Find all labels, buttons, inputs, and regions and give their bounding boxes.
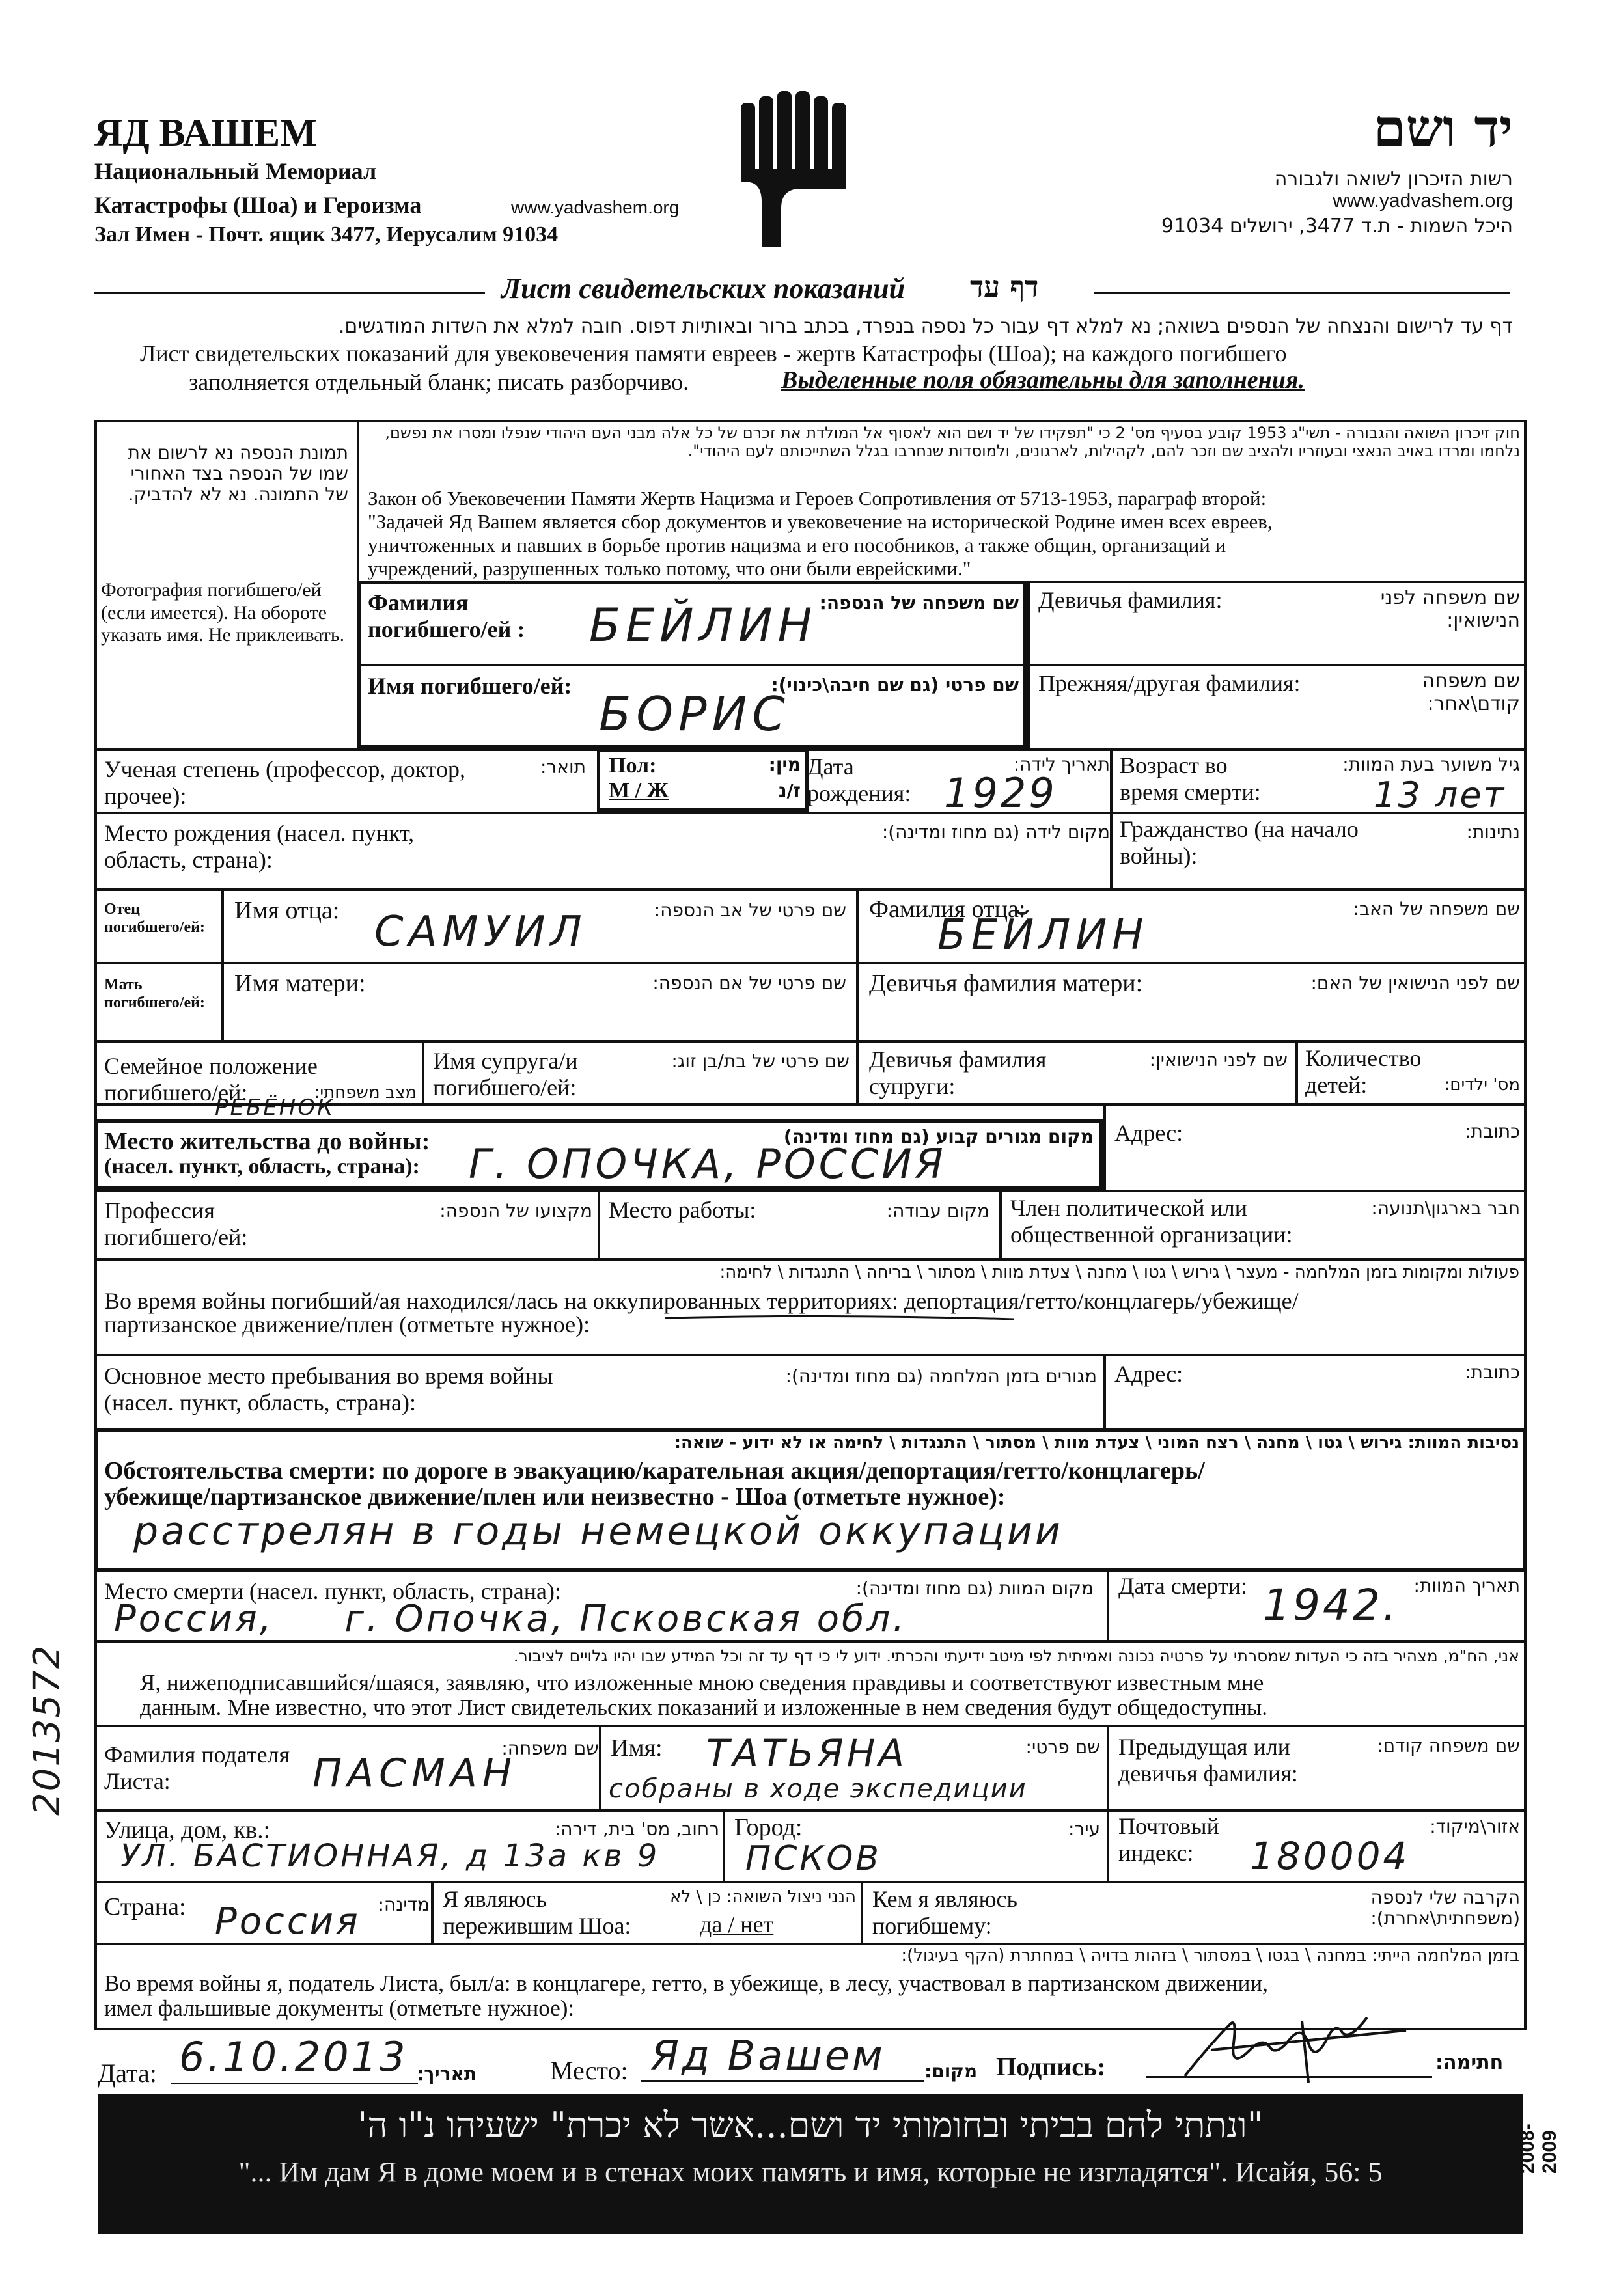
divider-member	[999, 1190, 1002, 1258]
declaration-ru-2: данным. Мне известно, что этот Лист свидетельских показаний и изложенные в нем сведения будут общедоступны.	[140, 1695, 1267, 1720]
divider-father	[856, 888, 859, 1103]
date-label-he: תאריך:	[417, 2063, 477, 2084]
rule-2650	[94, 1725, 1527, 1727]
mother-name-label: Имя матери:	[234, 970, 366, 997]
children-label: Количество детей:	[1305, 1045, 1422, 1099]
war-address-label-he: כתובת:	[1465, 1361, 1520, 1383]
death-place-label: Место смерти (насел. пункт, область, страна):	[104, 1578, 561, 1604]
margin-number: 2013572	[26, 1644, 68, 1816]
divider-relation	[861, 1881, 863, 1943]
rule-2780	[94, 1809, 1527, 1812]
date-value[interactable]: 6.10.2013	[179, 2033, 408, 2081]
prev-surname-label-he: שם משפחה קודם:	[1377, 1735, 1520, 1756]
workplace-label-he: מקום עבודה:	[886, 1200, 989, 1222]
mother-maiden-label-he: שם לפני הנישואין של האם:	[1310, 972, 1520, 994]
divider-city	[723, 1809, 725, 1881]
street-label: Улица, дом, кв.:	[104, 1816, 271, 1844]
date-line	[171, 2083, 418, 2084]
website-left: www.yadvashem.org	[511, 197, 680, 217]
mother-maiden-label: Девичья фамилия матери:	[869, 970, 1143, 997]
address-label: Адрес:	[1114, 1120, 1183, 1146]
divider-prev-surname	[1107, 1725, 1109, 1809]
survivor-options[interactable]: да / нет	[700, 1911, 774, 1937]
prev-surname-label: Предыдущая или девичья фамилия:	[1118, 1734, 1298, 1787]
war-address-label: Адрес:	[1114, 1361, 1183, 1387]
law-he: חוק זיכרון השואה והגבורה - תשי"ג 1953 קובע בסעיף מס' 2 כי "תפקידו של יד ושם הוא לאסוף אל המולדת את זכרם של כל אלה מבני העם היהודי שנפלו ומסרו את נפשם, נלחמו ומרדו באויב הנאצי ובעוזריו ולהציב שם וזכר להם, לקהילות, לארגונים, ולמוסדות שנחרבו בגלל השתייכותם לעם היהודי".	[385, 424, 1520, 460]
mother-name-label-he: שם פרטי של אם הנספה:	[652, 972, 846, 994]
spouse-label: Имя супруга/и погибшего/ей:	[433, 1048, 578, 1101]
address-label-he: כתובת:	[1465, 1121, 1520, 1142]
he-title: יד ושם	[1373, 98, 1513, 159]
death-date-label-he: תאריך המוות:	[1413, 1575, 1520, 1596]
divider-submitter-name	[599, 1725, 602, 1809]
intro-he: דף עד לרישום והנצחה של הנספים בשואה; נא למלא דף עבור כל נספה בנפרד, בכתב ברור ובאותיות דפוס. חובה למלא את השדות המודגשים.	[338, 315, 1513, 338]
spouse-label-he: שם פרטי של בת/בן זוג:	[671, 1050, 850, 1072]
law-ru-2: "Задачей Яд Вашем является сбор документов и увековечение на исторической Родине имен всех евреев,	[368, 510, 1273, 533]
death-place-label-he: מקום המוות (גם מחוז ומדינה):	[855, 1578, 1094, 1599]
ru-subtitle-2: Катастрофы (Шоа) и Героизма	[94, 192, 422, 218]
age-label: Возраст во время смерти:	[1120, 752, 1261, 806]
profession-label: Профессия погибшего/ей:	[104, 1197, 248, 1251]
country-label-he: מדינה:	[378, 1894, 430, 1915]
street-value[interactable]: УЛ. БАСТИОННАЯ, д 13а кв 9	[120, 1838, 660, 1874]
he-subtitle-3: היכל השמות - ת.ד 3477, ירושלים 91034	[1161, 215, 1513, 238]
divider-age	[1110, 748, 1113, 812]
photo-he: תמונת הנספה נא לרשום את שמו של הנספה בצד האחורי של התמונה. נא לא להדביק.	[128, 442, 348, 506]
marital-label: Семейное положение погибшего/ей:	[104, 1053, 318, 1106]
rule-2985	[94, 1943, 1527, 1945]
death-date-value[interactable]: 1942.	[1263, 1580, 1399, 1630]
father-surname-label: Фамилия отца:	[869, 895, 1026, 923]
city-label: Город:	[734, 1814, 803, 1841]
form-title-he: דף עד	[970, 271, 1039, 304]
sex-label-he: מין:	[768, 754, 801, 775]
submitter-name-label: Имя:	[611, 1734, 663, 1762]
spouse-maiden-label: Девичья фамилия супруги:	[869, 1046, 1047, 1100]
country-label: Страна:	[104, 1893, 186, 1920]
ru-subtitle-3: Зал Имен - Почт. ящик 3477, Иерусалим 91034	[94, 223, 559, 247]
zip-label-he: אזור\מיקוד:	[1430, 1816, 1520, 1837]
spouse-maiden-label-he: שם לפני הנישואין:	[1149, 1049, 1288, 1071]
rule-1598	[94, 1040, 1527, 1043]
submitter-name-label-he: שם פרטי:	[1025, 1736, 1100, 1758]
father-side-label: Отец погибшего/ей:	[104, 901, 205, 936]
surname-value[interactable]: БЕЙЛИН	[589, 599, 818, 652]
place-label: Место:	[550, 2056, 628, 2085]
website-right: www.yadvashem.org	[1333, 190, 1513, 212]
citizenship-label-he: נתינות:	[1466, 821, 1520, 843]
law-ru-3: уничтоженных и павших в борьбе против нацизма и его пособников, а также общин, организаций и	[368, 534, 1226, 556]
submitter-surname-value[interactable]: ПАСМАН	[312, 1751, 517, 1796]
rule-1933	[94, 1258, 1527, 1261]
submitter-name-value[interactable]: ТАТЬЯНА	[706, 1731, 907, 1775]
dob-value[interactable]: 1929	[944, 769, 1057, 817]
rule-1247	[94, 812, 1527, 814]
rule-2890	[94, 1881, 1527, 1883]
photo-ru: Фотография погибшего/ей (если имеется). На обороте указать имя. Не приклеивать.	[101, 579, 345, 646]
submitter-name-note: собраны в ходе экспедиции	[609, 1774, 1027, 1804]
degree-label: Ученая степень (профессор, доктор, прочее):	[104, 756, 465, 810]
main-place-label: Основное место пребывания во время войны (насел. пункт, область, страна):	[104, 1363, 553, 1416]
other-surname-label: Прежняя/другая фамилия:	[1038, 670, 1301, 696]
relation-label: Кем я являюсь погибшему:	[872, 1886, 1017, 1939]
divider-citizenship	[1110, 812, 1113, 888]
maiden-label: Девичья фамилия:	[1038, 587, 1223, 613]
title-rule-right	[1094, 292, 1510, 294]
rule-1365	[94, 888, 1527, 891]
father-surname-label-he: שם משפחה של האב:	[1353, 898, 1520, 920]
relation-label-he: הקרבה שלי לנספה (משפחתית\אחרת):	[1370, 1887, 1520, 1930]
marital-value[interactable]: РЕБЁНОК	[215, 1095, 335, 1121]
form-title-ru: Лист свидетельских показаний	[501, 273, 906, 305]
father-name-value[interactable]: САМУИЛ	[374, 908, 587, 956]
wartime-ru-1: Во время войны погибший/ая находился/лась на оккупированных территориях: депортация/гетто/концлагерь/убежище/	[104, 1288, 1299, 1314]
submitter-wartime-he: בזמן המלחמה הייתי: במחנה \ בגטו \ במסתור \ בזהות בדויה \ במחתרת (הקף בעיגול):	[901, 1946, 1519, 1965]
submitter-wartime-ru-2: имел фальшивые документы (отметьте нужное):	[104, 1995, 575, 2021]
mother-side-label: Мать погибшего/ей:	[104, 976, 205, 1011]
rule-1020	[357, 664, 1527, 666]
law-ru-4: учреждений, разрушенных только потому, что они были еврейскими."	[368, 557, 971, 580]
declaration-ru-1: Я, нижеподписавшийся/шаяся, заявляю, что изложенные мною сведения правдивы и соответствуют известным мне	[140, 1670, 1264, 1695]
law-ru-1: Закон об Увековечении Памяти Жертв Нацизма и Героев Сопротивления от 5713-1953, параграф второй:	[368, 487, 1267, 510]
death-he: נסיבות המוות: גירוש \ גטו \ מחנה \ רצח המוני \ צעדת מוות \ מסתור \ התנגדות \ לחימה או לא ידוע - שואה:	[674, 1433, 1519, 1453]
divider-zip	[1107, 1809, 1109, 1881]
quote-ru: "... Им дам Я в доме моем и в стенах моих память и имя, которые не изгладятся". Исайя, 56: 5	[238, 2156, 1383, 2188]
dob-label-he: תאריך לידה:	[1013, 754, 1110, 775]
city-label-he: עיר:	[1068, 1818, 1100, 1840]
zip-value[interactable]: 180004	[1250, 1834, 1410, 1878]
surname-label: Фамилия погибшего/ей :	[368, 590, 525, 643]
citizenship-label: Гражданство (на начало войны):	[1120, 816, 1359, 869]
side-year: 2008-2009	[1517, 2124, 1560, 2174]
father-name-label: Имя отца:	[234, 897, 340, 924]
name-value[interactable]: БОРИС	[599, 687, 790, 741]
name-label-he: שם פרטי (גם שם חיבה\כינוי):	[771, 674, 1019, 696]
quote-he: "ונתתי להם בביתי ובחומותי יד ושם...אשר לא יכרת" ישעיהו נ"ו ה'	[357, 2105, 1264, 2146]
submitter-surname-label-he: שם משפחה:	[501, 1738, 599, 1759]
he-subtitle-1: רשות הזיכרון לשואה ולגבורה	[1274, 168, 1513, 191]
father-surname-value[interactable]: БЕЙЛИН	[937, 911, 1149, 959]
death-circumstance-value[interactable]: расстрелян в годы немецкой оккупации	[133, 1509, 1063, 1554]
place-value[interactable]: Яд Вашем	[651, 2032, 885, 2079]
sign-label: Подпись:	[996, 2052, 1106, 2081]
ru-subtitle-1: Национальный Мемориал	[94, 158, 377, 184]
maiden-label-he: שם משפחה לפני הנישואין:	[1380, 586, 1520, 632]
wartime-ru-2: партизанское движение/плен (отметьте нужное):	[104, 1311, 590, 1337]
survivor-label: Я являюсь пережившим Шоа:	[443, 1886, 631, 1939]
age-label-he: גיל משוער בעת המוות:	[1342, 754, 1520, 775]
death-date-label: Дата смерти:	[1118, 1573, 1248, 1599]
divider-war-address	[1103, 1354, 1106, 1428]
age-value[interactable]: 13 лет	[1374, 774, 1506, 815]
residence-label-he: מקום מגורים קבוע (גם מחוז ומדינה)	[783, 1126, 1094, 1147]
father-name-label-he: שם פרטי של אב הנספה:	[654, 899, 846, 921]
death-place-value[interactable]: Россия, г. Опочка, Псковская обл.	[114, 1598, 907, 1640]
other-surname-label-he: שם משפחה קודם\אחר:	[1422, 670, 1520, 715]
street-label-he: רחוב, מס' בית, דירה:	[554, 1818, 719, 1840]
place-line	[641, 2080, 924, 2082]
degree-label-he: תואר:	[540, 756, 586, 778]
divider-spouse	[422, 1040, 424, 1103]
residence-label-2: (насел. пункт, область, страна):	[104, 1155, 420, 1179]
intro-ru-1: Лист свидетельских показаний для увековечения памяти евреев - жертв Катастрофы (Шоа); на каждого погибшего	[140, 340, 1287, 366]
submitter-surname-label: Фамилия подателя Листа:	[104, 1742, 290, 1795]
intro-required-note: Выделенные поля обязательны для заполнения.	[781, 366, 1305, 394]
rule-1150	[94, 748, 1527, 751]
survivor-label-he: הנני ניצול השואה: כן \ לא	[670, 1887, 856, 1907]
dob-label: Дата рождения:	[807, 754, 911, 807]
birthplace-label-he: מקום לידה (גם מחוז ומדינה):	[881, 821, 1110, 843]
divider-workplace	[598, 1190, 600, 1258]
sex-options-he: ז/נ	[778, 780, 801, 801]
occupied-underline	[664, 1312, 1016, 1321]
signature[interactable]	[1172, 2004, 1419, 2089]
date-label: Дата:	[98, 2058, 157, 2088]
rule-2080	[94, 1354, 1527, 1356]
sex-label: Пол:	[609, 754, 657, 778]
country-value[interactable]: Россия	[215, 1900, 361, 1943]
ru-title: ЯД ВАШЕМ	[94, 111, 317, 154]
divider-survivor	[431, 1881, 434, 1943]
name-label: Имя погибшего/ей:	[368, 673, 572, 699]
surname-label-he: שם משפחה של הנספה:	[819, 592, 1019, 614]
city-value[interactable]: ПСКОВ	[745, 1839, 881, 1878]
birthplace-label: Место рождения (насел. пункт, область, страна):	[104, 820, 415, 873]
intro-ru-2: заполняется отдельный бланк; писать разборчиво.	[189, 369, 689, 395]
submitter-wartime-ru-1: Во время войны я, податель Листа, был/а: в концлагере, гетто, в убежище, в лесу, участвовал в партизанском движении,	[104, 1971, 1268, 1996]
member-label: Член политической или общественной организации:	[1010, 1195, 1293, 1248]
yad-vashem-logo	[736, 91, 853, 247]
residence-value[interactable]: Г. ОПОЧКА, РОССИЯ	[469, 1140, 947, 1188]
death-ru-1: Обстоятельства смерти: по дороге в эвакуацию/карательная акция/депортация/гетто/концлагерь/	[104, 1457, 1205, 1484]
divider-death-date	[1107, 1572, 1109, 1640]
declaration-he: אני, הח"מ, מצהיר בזה כי העדות שמסרתי על פרטיה נכונה ואמיתית לפי מיטב ידיעתי והכרתי. ידוע לי כי דף עד זה וכל המידע שבו יהיו גלויים לציבור.	[513, 1647, 1519, 1665]
profession-label-he: מקצועו של הנספה:	[439, 1200, 592, 1222]
workplace-label: Место работы:	[609, 1197, 756, 1223]
rule-1828	[94, 1190, 1527, 1192]
divider-children	[1295, 1040, 1298, 1103]
sign-label-he: חתימה:	[1435, 2051, 1504, 2074]
rule-1695	[94, 1103, 1527, 1106]
rule-1478	[94, 962, 1527, 964]
zip-label: Почтовый индекс:	[1118, 1813, 1219, 1866]
rule-2520	[94, 1640, 1527, 1643]
main-place-label-he: מגורים בזמן המלחמה (גם מחוז ומדינה):	[785, 1365, 1097, 1387]
children-label-he: מס' ילדים:	[1444, 1075, 1520, 1095]
wartime-he: פעולות ומקומות בזמן המלחמה - מעצר \ גירוש \ גטו \ מחנה \ צעדת מוות \ מסתור \ בריחה \ התנגדות \ לחימה:	[719, 1263, 1519, 1282]
divider-name	[1027, 581, 1030, 748]
death-ru-2: убежище/партизанское движение/плен или неизвестно - Шоа (отметьте нужное):	[104, 1483, 1006, 1510]
place-label-he: מקום:	[924, 2060, 978, 2082]
residence-label: Место жительства до войны:	[104, 1128, 430, 1155]
title-rule-left	[94, 292, 485, 294]
member-label-he: חבר בארגון\תנועה:	[1371, 1197, 1520, 1219]
marital-label-he: מצב משפחתי:	[314, 1083, 417, 1102]
sex-options[interactable]: М / Ж	[609, 778, 669, 802]
divider-address	[1103, 1103, 1106, 1190]
